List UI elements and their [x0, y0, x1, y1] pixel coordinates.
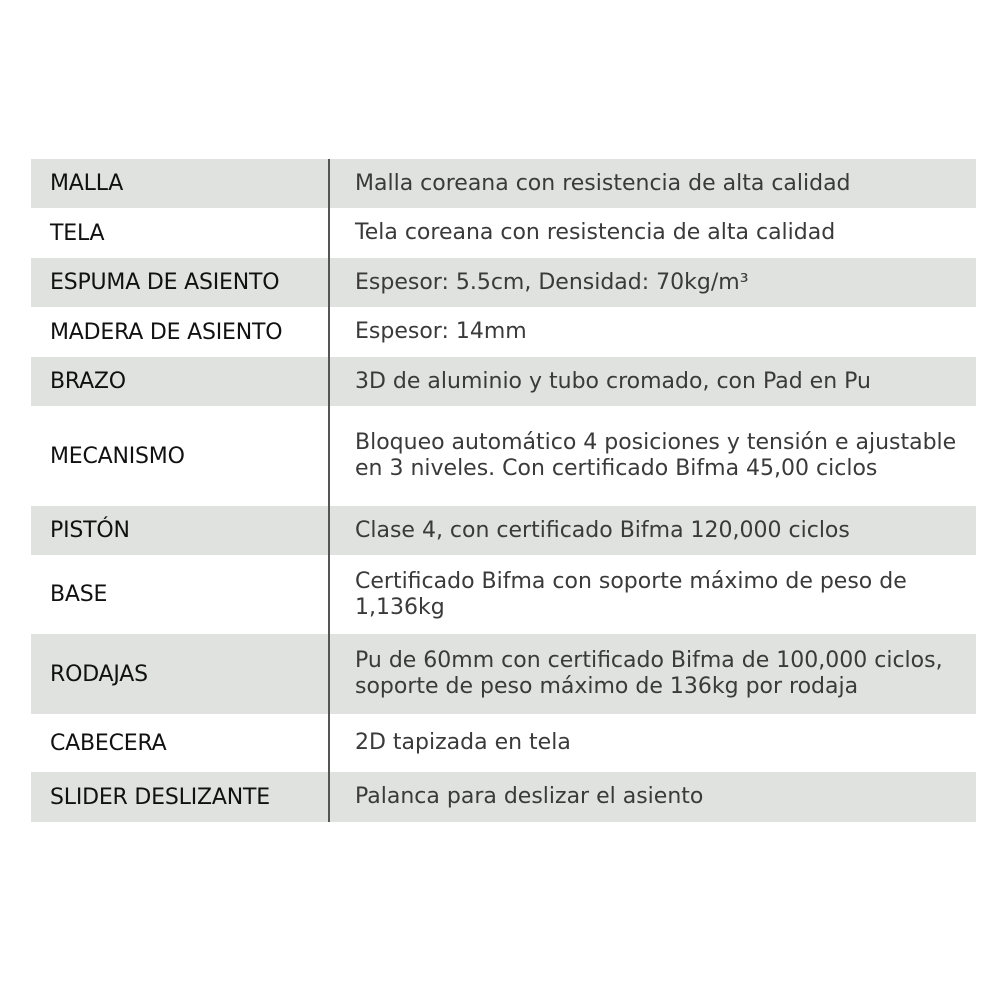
spec-label: MADERA DE ASIENTO: [31, 307, 329, 357]
spec-label: TELA: [31, 208, 329, 258]
spec-row-cabecera: [31, 714, 976, 772]
spec-value: Espesor: 14mm: [329, 307, 976, 357]
spec-row-tela: [31, 208, 976, 258]
spec-label: BRAZO: [31, 357, 329, 406]
spec-row-base: [31, 555, 976, 634]
spec-value: Clase 4, con certificado Bifma 120,000 ciclos: [329, 506, 976, 555]
spec-label: MECANISMO: [31, 406, 329, 506]
spec-row-rodajas: [31, 634, 976, 714]
spec-label: SLIDER DESLIZANTE: [31, 772, 329, 822]
spec-label: MALLA: [31, 159, 329, 208]
spec-row-malla: [31, 159, 976, 208]
spec-value: Malla coreana con resistencia de alta calidad: [329, 159, 976, 208]
spec-row-mecanismo: [31, 406, 976, 506]
spec-value: Tela coreana con resistencia de alta calidad: [329, 208, 976, 258]
spec-row-brazo: [31, 357, 976, 406]
spec-value: Palanca para deslizar el asiento: [329, 772, 976, 822]
spec-row-slider-deslizante: [31, 772, 976, 822]
spec-value: Bloqueo automático 4 posiciones y tensión e ajustable en 3 niveles. Con certificado Bifma 45,00 ciclos: [329, 406, 976, 506]
spec-value: 2D tapizada en tela: [329, 714, 976, 772]
spec-label: BASE: [31, 555, 329, 634]
spec-label: ESPUMA DE ASIENTO: [31, 258, 329, 307]
spec-label: PISTÓN: [31, 506, 329, 555]
spec-value: Espesor: 5.5cm, Densidad: 70kg/m³: [329, 258, 976, 307]
spec-value: 3D de aluminio y tubo cromado, con Pad en Pu: [329, 357, 976, 406]
spec-table: [31, 159, 976, 822]
spec-row-piston: [31, 506, 976, 555]
spec-label: RODAJAS: [31, 634, 329, 714]
spec-row-madera-de-asiento: [31, 307, 976, 357]
spec-label: CABECERA: [31, 714, 329, 772]
spec-value: Pu de 60mm con certificado Bifma de 100,000 ciclos, soporte de peso máximo de 136kg por rodaja: [329, 634, 976, 714]
spec-row-espuma-de-asiento: [31, 258, 976, 307]
spec-value: Certificado Bifma con soporte máximo de peso de 1,136kg: [329, 555, 976, 634]
